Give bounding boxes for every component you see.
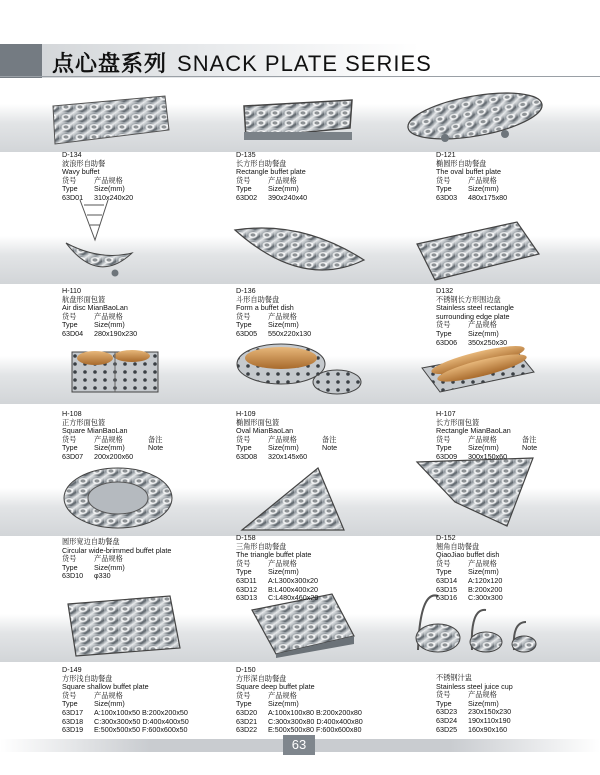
product-caption-h108 [62, 410, 178, 462]
note-label-en: Note [148, 443, 164, 453]
item-size: C:300x300 [468, 593, 503, 603]
product-name-cn: 不锈钢长方形围边盘 [436, 294, 501, 304]
item-number: 63D13 [236, 593, 258, 603]
item-size: A:100x100x50 B:200x200x50 [94, 707, 188, 717]
type-label-cn: 货号 [62, 434, 77, 444]
product-name-en: Stainless steel rectangle [436, 303, 514, 313]
product-caption-h110 [62, 287, 148, 339]
size-label-en: Size(mm) [468, 443, 499, 453]
product-name-cn: 方形浅自助餐盘 [62, 673, 113, 683]
wavy-buffet-photo [45, 92, 175, 147]
product-name-en: Stainless steel juice cup [436, 681, 513, 691]
size-label-en: Size(mm) [268, 443, 299, 453]
product-caption-juice-cup [436, 674, 522, 734]
item-number: 63D19 [62, 725, 84, 735]
spec-row [62, 726, 189, 735]
rectangle-bread-basket-photo [418, 338, 538, 400]
type-label-en: Type [436, 443, 452, 453]
type-label-cn: 货号 [436, 690, 451, 700]
item-number: 63D05 [236, 328, 258, 338]
item-size: C:300x300x50 D:400x400x50 [94, 716, 189, 726]
product-code: D-158 [236, 533, 256, 542]
product-caption-h107 [436, 410, 552, 462]
product-name-cn: 椭圆形自助餐盘 [436, 158, 487, 168]
product-name-cn: 方形深自助餐盘 [236, 673, 287, 683]
product-name-cn: 三角形自助餐盘 [236, 541, 287, 551]
spec-row [236, 330, 322, 339]
size-label-en: Size(mm) [268, 184, 299, 194]
header-rule [0, 76, 600, 77]
size-label-en: Size(mm) [94, 443, 125, 453]
product-name-en: Rectangle buffet plate [236, 167, 306, 177]
size-label-cn: 产品规格 [94, 311, 123, 321]
product-name-en: The triangle buffet plate [236, 550, 312, 560]
note-label-cn: 备注 [522, 434, 537, 444]
note-label-cn: 备注 [148, 434, 163, 444]
item-number: 63D12 [236, 584, 258, 594]
form-buffet-dish-photo [232, 220, 367, 282]
type-label-en: Type [236, 443, 252, 453]
product-name-cn: 正方形面包篮 [62, 417, 106, 427]
item-number: 63D06 [436, 337, 458, 347]
size-label-cn: 产品规格 [94, 175, 123, 185]
item-number: 63D10 [62, 571, 84, 581]
size-label-en: Size(mm) [94, 320, 125, 330]
size-label-cn: 产品规格 [468, 434, 497, 444]
product-name-cn: 不锈钢汁盅 [436, 673, 472, 682]
product-caption-circular-plate [62, 538, 171, 581]
size-label-cn: 产品规格 [94, 554, 123, 564]
item-number: 63D15 [436, 584, 458, 594]
product-caption-d158 [236, 534, 322, 603]
product-name-en: Rectangle MianBaoLan [436, 426, 511, 436]
product-name-en: Square shallow buffet plate [62, 682, 149, 692]
product-code: H-110 [62, 286, 82, 295]
product-code: H-108 [62, 409, 82, 418]
product-name-en: Air disc MianBaoLan [62, 303, 128, 313]
size-label-en: Size(mm) [468, 567, 499, 577]
item-size: C:L480x460x20 [268, 593, 319, 603]
product-code: D-152 [436, 533, 456, 542]
type-label-en: Type [62, 184, 78, 194]
item-size: 320x145x60 [268, 451, 308, 461]
product-caption-d152 [436, 534, 522, 603]
product-name-cn: 波浪形自助餐 [62, 158, 106, 168]
item-number: 63D24 [436, 715, 458, 725]
item-size: A:120x120 [468, 575, 503, 585]
item-size: A:100x100x80 B:200x200x80 [268, 707, 362, 717]
item-number: 63D14 [436, 575, 458, 585]
product-code: H-107 [436, 409, 456, 418]
item-size: 280x190x230 [94, 328, 138, 338]
product-caption-d121 [436, 151, 522, 203]
product-name-cn: 航盘形面包篮 [62, 294, 106, 304]
product-name-en: QiaoJiao buffet dish [436, 550, 500, 560]
product-name-cn: 圆形宽边自助餐盘 [62, 537, 120, 546]
size-label-cn: 产品规格 [468, 690, 497, 700]
type-label-en: Type [62, 320, 78, 330]
item-number: 63D21 [236, 716, 258, 726]
spec-row [236, 453, 352, 462]
type-label-en: Type [62, 443, 78, 453]
item-number: 63D17 [62, 707, 84, 717]
item-size: B:L400x400x20 [268, 584, 318, 594]
item-size: 200x200x60 [94, 451, 134, 461]
size-label-cn: 产品规格 [94, 690, 123, 700]
product-code: H-109 [236, 409, 256, 418]
item-number: 63D02 [236, 192, 258, 202]
spec-row [436, 453, 552, 462]
item-size: B:200x200 [468, 584, 503, 594]
size-label-cn: 产品规格 [268, 175, 297, 185]
item-number: 63D20 [236, 707, 258, 717]
item-number: 63D11 [236, 575, 257, 585]
page-title-en: SNACK PLATE SERIES [177, 51, 432, 76]
spec-row [236, 194, 322, 203]
item-number: 63D01 [62, 192, 84, 202]
page-number: 63 [283, 735, 315, 755]
type-label-en: Type [236, 184, 252, 194]
product-code: D-150 [236, 665, 256, 674]
product-code: D-136 [236, 286, 256, 295]
product-name-cn: 椭圆形面包篮 [236, 417, 280, 427]
type-label-cn: 货号 [62, 175, 77, 185]
type-label-en: Type [62, 699, 78, 709]
item-number: 63D23 [436, 707, 458, 717]
item-size: E:500x500x50 F:600x600x50 [94, 725, 188, 735]
size-label-en: Size(mm) [468, 698, 499, 708]
item-number: 63D22 [236, 725, 258, 735]
spec-header-cn [62, 692, 189, 701]
note-label-en: Note [522, 443, 538, 453]
type-label-cn: 货号 [436, 175, 451, 185]
size-label-en: Size(mm) [94, 562, 125, 572]
product-name-cn: 翘角自助餐盘 [436, 541, 480, 551]
item-size: 160x90x160 [468, 724, 508, 734]
page-title [52, 47, 432, 78]
size-label-cn: 产品规格 [268, 690, 297, 700]
note-label-en: Note [322, 443, 338, 453]
item-size: φ330 [94, 571, 111, 581]
item-number: 63D08 [236, 451, 258, 461]
type-label-cn: 货号 [236, 175, 251, 185]
spec-row [62, 194, 148, 203]
type-label-cn: 货号 [436, 558, 451, 568]
item-number: 63D18 [62, 716, 84, 726]
type-label-cn: 货号 [236, 558, 251, 568]
product-code: D132 [436, 286, 454, 295]
item-size: 550x220x130 [268, 328, 312, 338]
item-number: 63D04 [62, 328, 84, 338]
spec-row [436, 194, 522, 203]
item-size: 390x240x40 [268, 192, 308, 202]
type-label-en: Type [62, 562, 78, 572]
item-number: 63D16 [436, 593, 458, 603]
product-code: D-121 [436, 150, 456, 159]
size-label-cn: 产品规格 [468, 175, 497, 185]
product-name-en: The oval buffet plate [436, 167, 501, 177]
type-label-en: Type [436, 567, 452, 577]
product-name-en-line2: surrounding edge plate [436, 311, 510, 321]
product-code: D-149 [62, 665, 82, 674]
size-label-en: Size(mm) [268, 699, 299, 709]
type-label-cn: 货号 [236, 434, 251, 444]
item-number: 63D09 [436, 451, 458, 461]
size-label-en: Size(mm) [268, 567, 299, 577]
type-label-cn: 货号 [62, 690, 77, 700]
product-caption-h109 [236, 410, 352, 462]
type-label-cn: 货号 [236, 311, 251, 321]
product-caption-d136 [236, 287, 322, 339]
size-label-en: Size(mm) [94, 184, 125, 194]
size-label-en: Size(mm) [268, 320, 299, 330]
product-caption-d135 [236, 151, 322, 203]
square-shallow-plate-photo [62, 594, 184, 658]
spec-row [62, 572, 171, 581]
stainless-rectangle-edge-plate-photo [413, 220, 543, 282]
product-code: D-135 [236, 150, 256, 159]
qiaojiao-buffet-dish-photo [415, 456, 540, 528]
spec-row [436, 339, 522, 348]
spec-header-cn [236, 692, 363, 701]
type-label-en: Type [436, 328, 452, 338]
item-number: 63D07 [62, 451, 84, 461]
item-size: 190x110x190 [468, 715, 511, 725]
air-disc-bread-basket-photo [60, 192, 135, 285]
item-size: C:300x300x80 D:400x400x80 [268, 716, 363, 726]
type-label-cn: 货号 [62, 311, 77, 321]
type-label-en: Type [236, 567, 252, 577]
item-size: 350x250x30 [468, 337, 508, 347]
spec-row [62, 330, 148, 339]
rectangle-buffet-plate-photo [240, 98, 355, 146]
product-code: D-134 [62, 150, 82, 159]
size-label-en: Size(mm) [468, 328, 499, 338]
spec-row [236, 726, 363, 735]
product-name-cn: 斗形自助餐盘 [236, 294, 280, 304]
page-footer [0, 735, 600, 755]
type-label-en: Type [236, 699, 252, 709]
type-label-cn: 货号 [436, 434, 451, 444]
size-label-cn: 产品规格 [268, 311, 297, 321]
size-label-en: Size(mm) [468, 184, 499, 194]
oval-bread-basket-photo [233, 338, 363, 402]
page-title-cn: 点心盘系列 [52, 51, 168, 76]
item-size: A:L300x300x20 [268, 575, 318, 585]
product-name-en: Wavy buffet [62, 167, 100, 177]
type-label-en: Type [436, 698, 452, 708]
product-caption-d150 [236, 666, 363, 735]
spec-row [436, 594, 522, 603]
product-caption-d149 [62, 666, 189, 735]
size-label-en: Size(mm) [94, 699, 125, 709]
item-number: 63D25 [436, 724, 458, 734]
product-caption-d134 [62, 151, 148, 203]
page-header [0, 44, 600, 78]
product-name-cn: 长方形自助餐盘 [236, 158, 287, 168]
circular-wide-brimmed-plate-photo [62, 466, 174, 530]
size-label-cn: 产品规格 [268, 558, 297, 568]
product-name-en: Form a buffet dish [236, 303, 294, 313]
product-name-cn: 长方形面包篮 [436, 417, 480, 427]
square-bread-basket-photo [70, 344, 160, 400]
item-size: 300x150x60 [468, 451, 508, 461]
type-label-cn: 货号 [62, 554, 77, 564]
size-label-cn: 产品规格 [468, 558, 497, 568]
product-name-en: Circular wide-brimmed buffet plate [62, 545, 172, 555]
item-size: E:500x500x80 F:600x600x80 [268, 725, 362, 735]
item-number: 63D03 [436, 192, 458, 202]
spec-row [62, 453, 178, 462]
product-caption-d132 [436, 287, 522, 347]
spec-row [236, 594, 322, 603]
type-label-cn: 货号 [236, 690, 251, 700]
size-label-cn: 产品规格 [94, 434, 123, 444]
type-label-en: Type [236, 320, 252, 330]
header-accent-block [0, 44, 42, 78]
product-name-en: Square MianBaoLan [62, 426, 128, 436]
item-size: 310x240x20 [94, 192, 134, 202]
item-size: 480x175x80 [468, 192, 508, 202]
size-label-cn: 产品规格 [268, 434, 297, 444]
oval-buffet-plate-photo [405, 88, 545, 144]
item-size: 230x150x230 [468, 707, 512, 717]
size-label-cn: 产品规格 [468, 320, 497, 330]
product-name-en: Oval MianBaoLan [236, 426, 294, 436]
type-label-en: Type [436, 184, 452, 194]
product-name-en: Square deep buffet plate [236, 682, 315, 692]
type-label-cn: 货号 [436, 320, 451, 330]
note-label-cn: 备注 [322, 434, 337, 444]
triangle-buffet-plate-photo [238, 466, 348, 536]
spec-row [436, 726, 522, 735]
